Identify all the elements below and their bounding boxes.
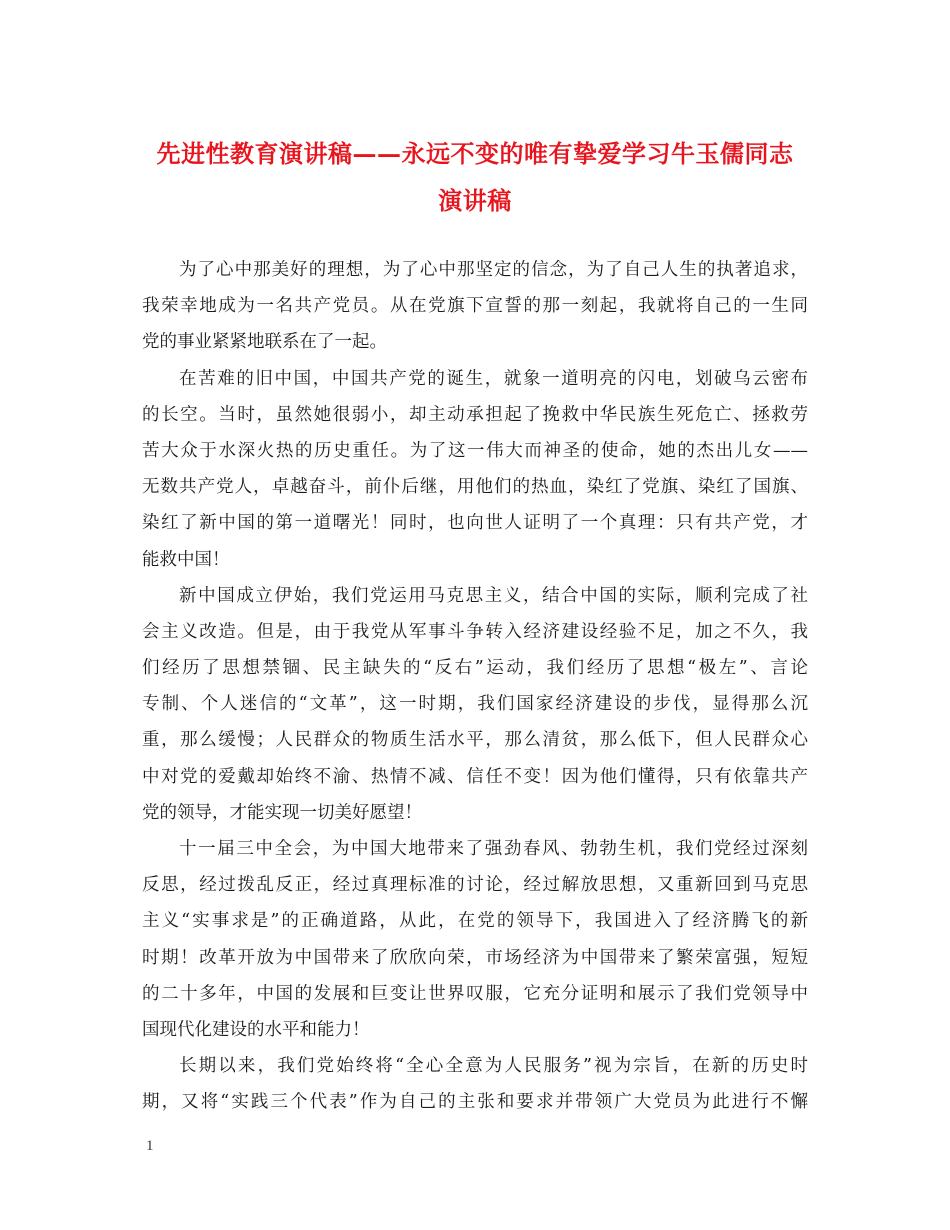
paragraph-line: 时期！改革开放为中国带来了欣欣向荣，市场经济为中国带来了繁荣富强，短短 <box>142 947 808 968</box>
paragraph <box>142 252 808 361</box>
paragraph-line: 无数共产党人，卓越奋斗，前仆后继，用他们的热血，染红了党旗、染红了国旗、 <box>142 477 808 498</box>
paragraph-line: 们经历了思想禁锢、民主缺失的“反右”运动，我们经历了思想“极左”、言论 <box>142 658 808 679</box>
paragraph-line: 主义“实事求是”的正确道路，从此，在党的领导下，我国进入了经济腾飞的新 <box>142 911 808 932</box>
document-body <box>142 252 808 1121</box>
paragraph-line: 党的事业紧紧地联系在了一起。 <box>142 332 387 353</box>
paragraph <box>142 578 808 831</box>
page-number: 1 <box>146 1138 154 1154</box>
paragraph-line: 十一届三中全会，为中国大地带来了强劲春风、勃勃生机，我们党经过深刻 <box>179 839 808 859</box>
document-title-continuation: 演讲稿 <box>438 186 512 215</box>
paragraph-line: 苦大众于水深火热的历史重任。为了这一伟大而神圣的使命，她的杰出儿女—— <box>142 440 808 461</box>
paragraph <box>142 1048 808 1120</box>
paragraph-line: 我荣幸地成为一名共产党员。从在党旗下宣誓的那一刻起，我就将自己的一生同 <box>142 296 808 317</box>
paragraph-line: 在苦难的旧中国，中国共产党的诞生，就象一道明亮的闪电，划破乌云密布 <box>179 368 808 389</box>
paragraph <box>142 361 808 578</box>
paragraph-line: 新中国成立伊始，我们党运用马克思主义，结合中国的实际，顺利完成了社 <box>179 585 808 606</box>
paragraph-line: 专制、个人迷信的“文革”，这一时期，我们国家经济建设的步伐，显得那么沉 <box>142 694 808 715</box>
paragraph-line: 期，又将“实践三个代表”作为自己的主张和要求并带领广大党员为此进行不懈 <box>142 1092 808 1113</box>
paragraph-line: 能救中国！ <box>142 549 230 570</box>
paragraph-line: 的二十多年，中国的发展和巨变让世界叹服，它充分证明和展示了我们党领导中 <box>142 983 808 1004</box>
paragraph-line: 的长空。当时，虽然她很弱小，却主动承担起了挽救中华民族生死危亡、拯救劳 <box>142 404 808 425</box>
paragraph-line: 为了心中那美好的理想，为了心中那坚定的信念，为了自己人生的执著追求， <box>179 260 808 280</box>
paragraph-line: 长期以来，我们党始终将“全心全意为人民服务”视为宗旨，在新的历史时 <box>179 1056 808 1077</box>
paragraph-line: 中对党的爱戴却始终不渝、热情不减、信任不变！因为他们懂得，只有依靠共产 <box>142 766 808 787</box>
paragraph-line: 会主义改造。但是，由于我党从军事斗争转入经济建设经验不足，加之不久，我 <box>142 621 808 642</box>
document-title: 先进性教育演讲稿——永远不变的唯有挚爱学习牛玉儒同志 <box>156 139 794 168</box>
paragraph-line: 重，那么缓慢；人民群众的物质生活水平，那么清贫，那么低下，但人民群众心 <box>142 730 808 751</box>
paragraph-line: 党的领导，才能实现一切美好愿望！ <box>142 802 422 823</box>
paragraph-line: 国现代化建设的水平和能力！ <box>142 1019 370 1040</box>
paragraph-line: 反思，经过拨乱反正，经过真理标准的讨论，经过解放思想，又重新回到马克思 <box>142 875 808 896</box>
paragraph-line: 染红了新中国的第一道曙光！同时，也向世人证明了一个真理：只有共产党，才 <box>142 513 808 534</box>
paragraph <box>142 831 808 1048</box>
